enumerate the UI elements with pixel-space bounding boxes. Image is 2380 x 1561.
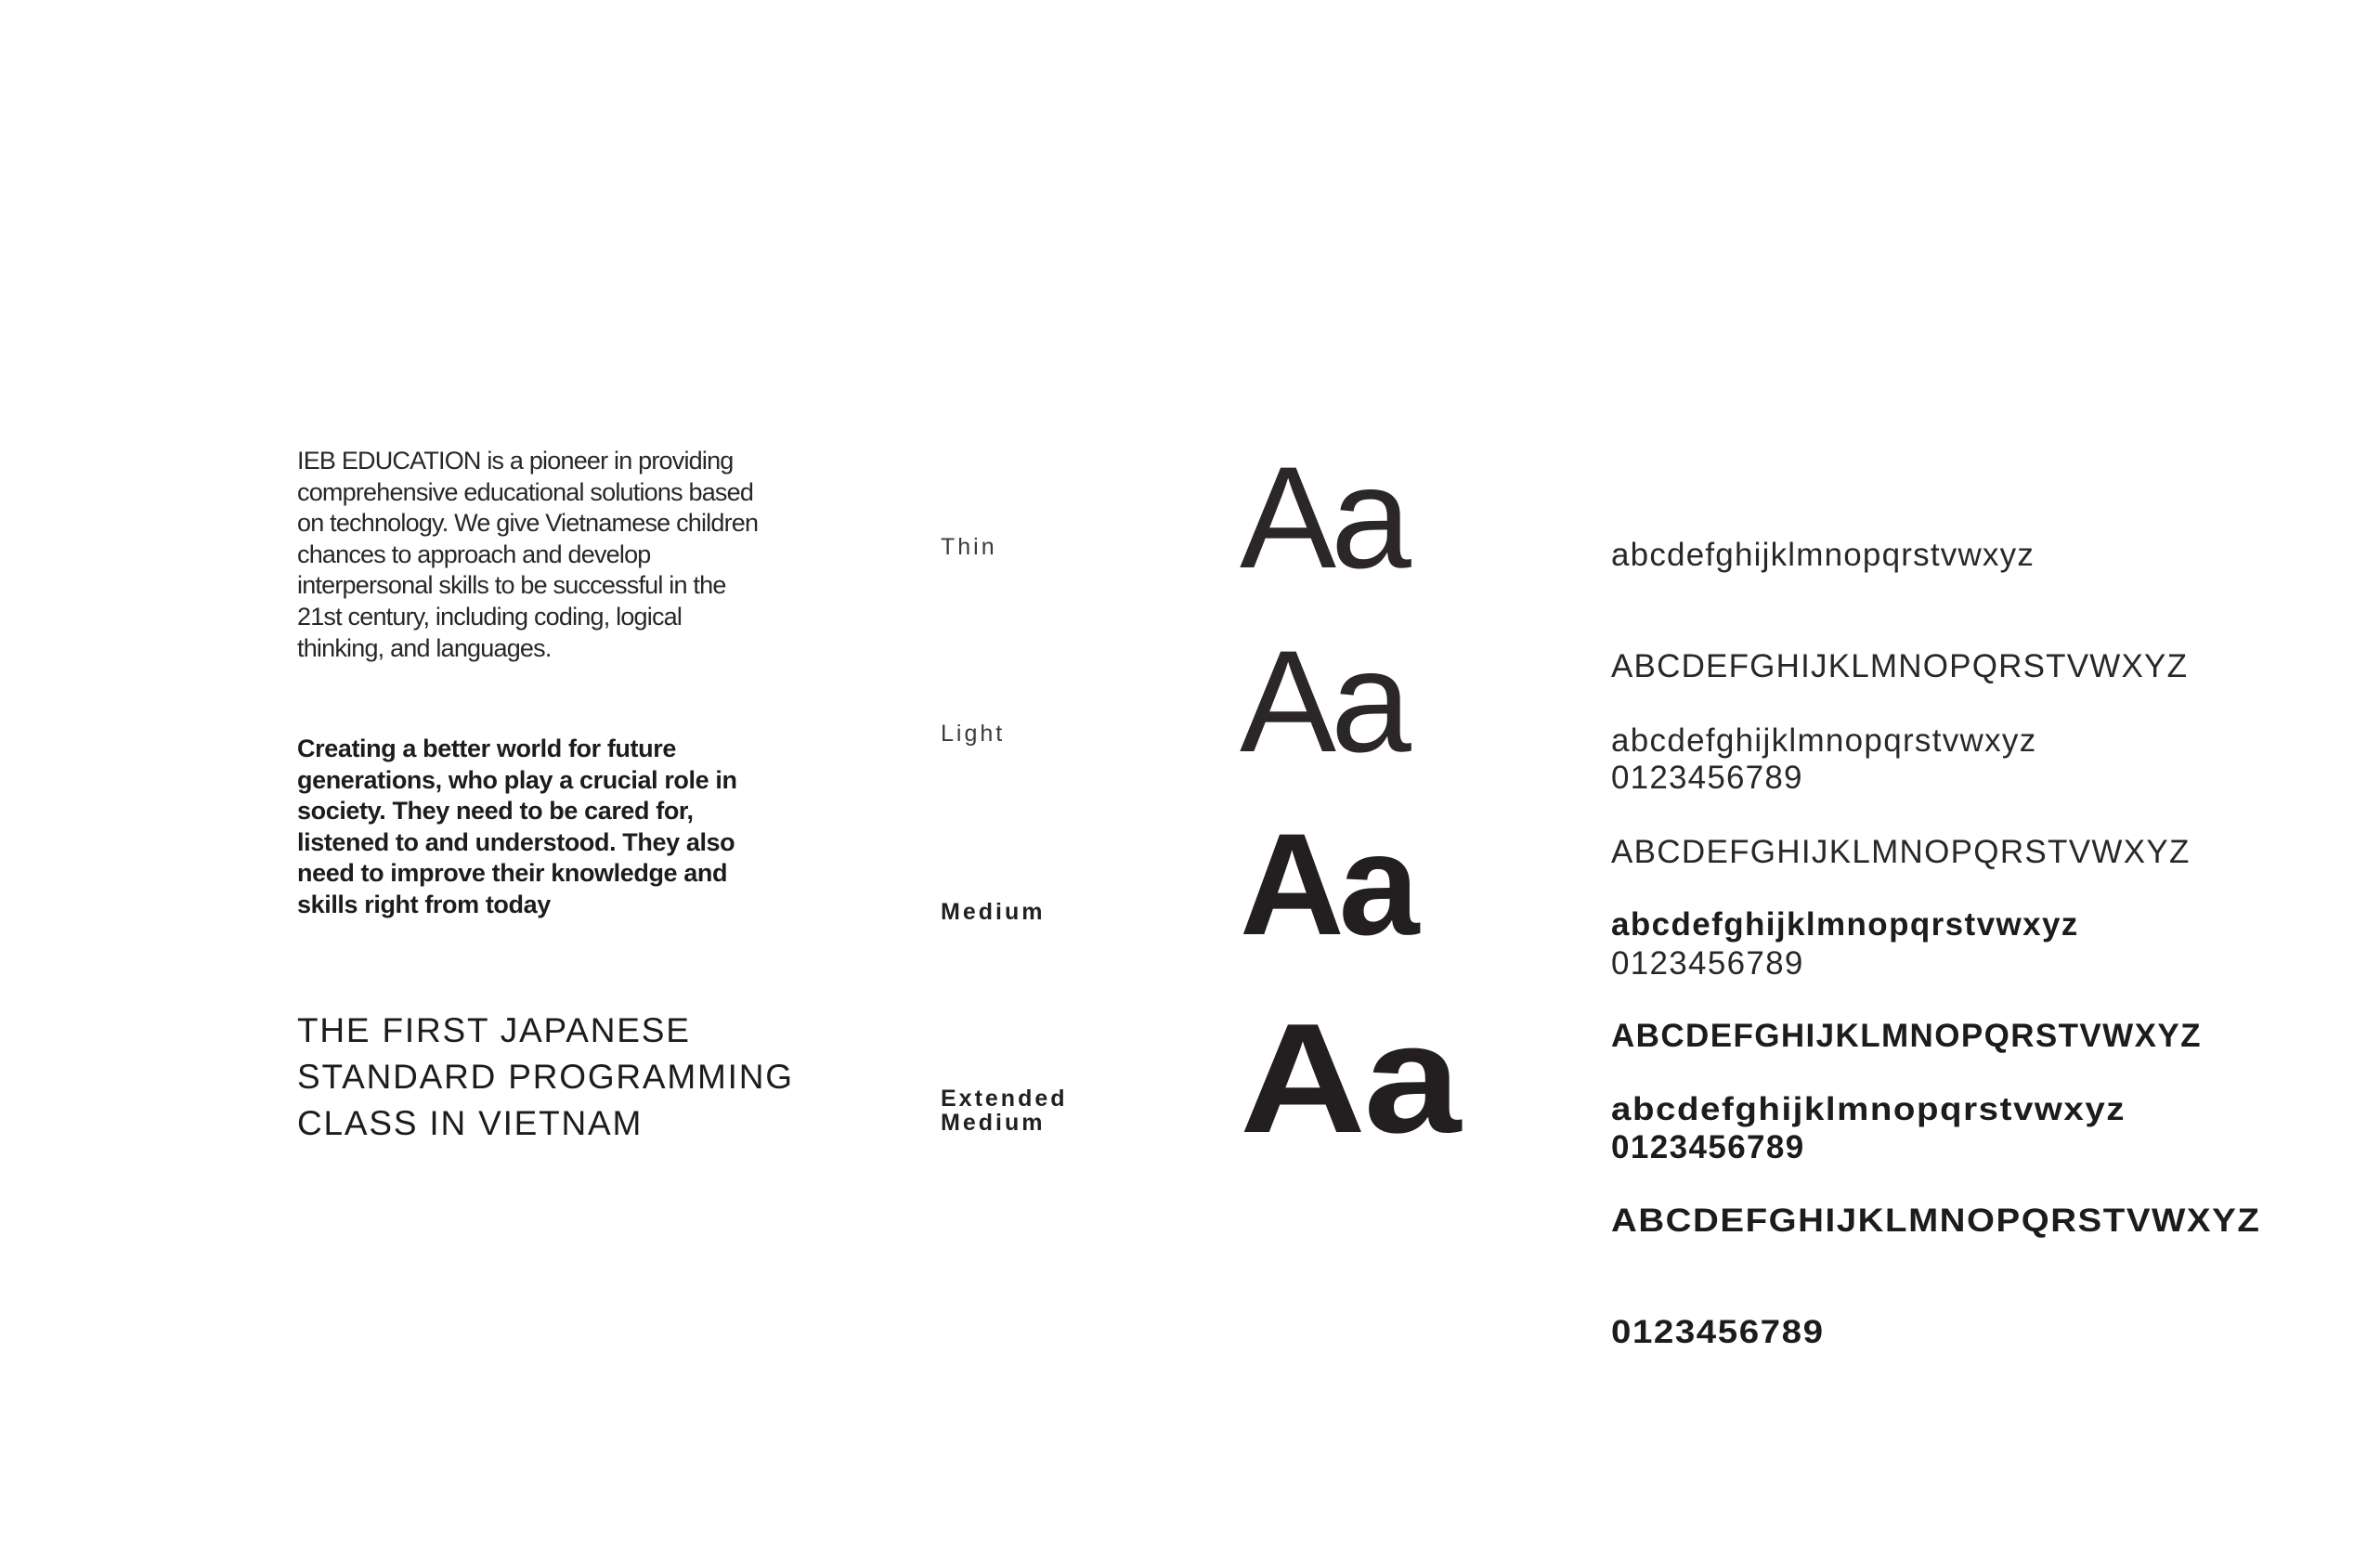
charset-lowercase: abcdefghijklmnopqrstvwxyz xyxy=(1611,722,2037,759)
charset-lowercase: abcdefghijklmnopqrstvwxyz xyxy=(1611,1091,2126,1127)
charset-lowercase: abcdefghijklmnopqrstvwxyz xyxy=(1611,906,2079,943)
sample-paragraph-medium: Creating a better world for future generations, who play a crucial role in society. They need to be cared for, listened to and understood. They also need to improve their knowledge and skills right from today xyxy=(297,735,737,918)
glyph-specimen-medium: Aa xyxy=(1240,804,1414,966)
weight-label-line: Extended xyxy=(941,1086,1068,1112)
headline-line: CLASS IN VIETNAM xyxy=(297,1104,644,1142)
glyph-specimen-light: Aa xyxy=(1240,621,1406,783)
charset-extended-medium xyxy=(1611,1017,2260,1388)
charset-lowercase: abcdefghijklmnopqrstvwxyz xyxy=(1611,537,2035,573)
charset-uppercase: ABCDEFGHIJKLMNOPQRSTVWXYZ xyxy=(1611,648,2189,684)
charset-digits: 0123456789 xyxy=(1611,945,1804,982)
charset-digits: 0123456789 xyxy=(1611,760,1803,796)
weight-label-thin: Thin xyxy=(941,534,997,560)
charset-uppercase: ABCDEFGHIJKLMNOPQRSTVWXYZ xyxy=(1611,1018,2202,1054)
glyph-specimen-thin: Aa xyxy=(1240,437,1406,599)
weight-label-light: Light xyxy=(941,721,1006,747)
headline-line: THE FIRST JAPANESE xyxy=(297,1011,691,1049)
weight-label-extended-medium xyxy=(941,1086,1068,1135)
headline-line: STANDARD PROGRAMMING xyxy=(297,1058,794,1096)
charset-digits: 0123456789 xyxy=(1611,1129,1805,1165)
glyph-specimen-extended-medium: Aa xyxy=(1240,991,1460,1165)
charset-digits: 0123456789 xyxy=(1611,1314,1825,1350)
weight-label-line: Medium xyxy=(941,1110,1046,1136)
charset-uppercase: ABCDEFGHIJKLMNOPQRSTVWXYZ xyxy=(1611,834,2191,870)
sample-headline xyxy=(297,1008,817,1147)
weight-label-medium: Medium xyxy=(941,899,1046,925)
sample-paragraph-thin: IEB EDUCATION is a pioneer in providing comprehensive educational solutions based on technology. We give Vietnamese children chances to approach and develop interpersonal skills to be successful in the 21st century, including coding, logical thinking, and languages. xyxy=(297,447,759,662)
charset-uppercase: ABCDEFGHIJKLMNOPQRSTVWXYZ xyxy=(1611,1203,2261,1239)
